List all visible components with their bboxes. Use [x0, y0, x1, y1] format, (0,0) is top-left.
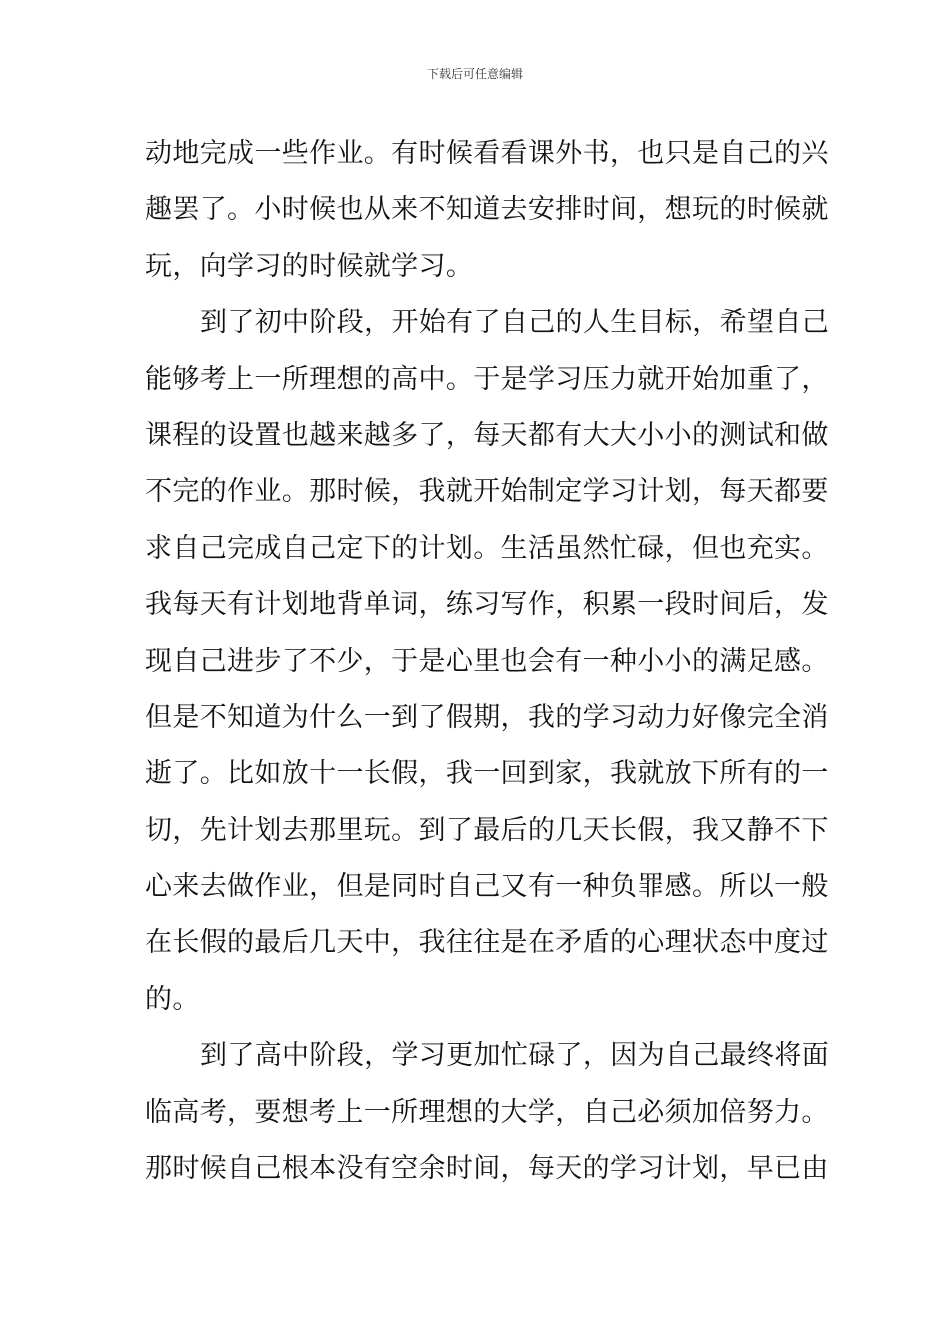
text-line: 不完的作业。那时候，我就开始制定学习计划，每天都要 [145, 476, 829, 508]
text-line: 我每天有计划地背单词，练习写作，积累一段时间后，发 [145, 589, 829, 621]
text-line: 在长假的最后几天中，我往往是在矛盾的心理状态中度过 [145, 927, 829, 959]
text-line: 趣罢了。小时候也从来不知道去安排时间，想玩的时候就 [145, 194, 829, 226]
text-line: 课程的设置也越来越多了，每天都有大大小小的测试和做 [145, 419, 829, 451]
text-line: 玩，向学习的时候就学习。 [145, 250, 474, 282]
page-header: 下载后可任意编辑 [426, 67, 523, 81]
text-line: 但是不知道为什么一到了假期，我的学习动力好像完全消 [145, 701, 829, 733]
paragraph-3 [145, 1028, 830, 1197]
text-line: 心来去做作业，但是同时自己又有一种负罪感。所以一般 [145, 871, 829, 903]
text-line: 临高考，要想考上一所理想的大学，自己必须加倍努力。 [145, 1096, 829, 1128]
text-line: 的。 [145, 983, 200, 1015]
text-line: 到了初中阶段，开始有了自己的人生目标，希望自己 [200, 307, 830, 339]
text-line: 动地完成一些作业。有时候看看课外书，也只是自己的兴 [145, 138, 829, 169]
paragraph-2 [145, 295, 830, 1028]
text-line: 到了高中阶段，学习更加忙碌了，因为自己最终将面 [200, 1040, 830, 1072]
text-line: 那时候自己根本没有空余时间，每天的学习计划，早已由 [145, 1153, 829, 1185]
text-line: 逝了。比如放十一长假，我一回到家，我就放下所有的一 [145, 758, 829, 790]
text-line: 求自己完成自己定下的计划。生活虽然忙碌，但也充实。 [145, 532, 829, 564]
paragraph-1 [145, 126, 829, 295]
document-body [145, 126, 830, 1197]
text-line: 现自己进步了不少，于是心里也会有一种小小的满足感。 [145, 645, 829, 677]
text-line: 切，先计划去那里玩。到了最后的几天长假，我又静不下 [145, 814, 829, 846]
text-line: 能够考上一所理想的高中。于是学习压力就开始加重了， [145, 363, 829, 395]
